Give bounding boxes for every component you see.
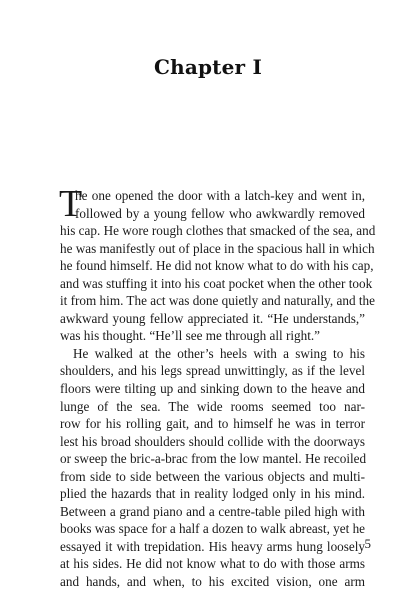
text-line: he one opened the door with a latch-key and went in,	[75, 188, 365, 203]
text-line: he was manifestly out of place in the spacious hall in which	[60, 240, 375, 256]
text-line: his cap. He wore rough clothes that smacked of the sea, and	[60, 223, 376, 239]
page-number: 5	[364, 536, 371, 551]
text-line: books was space for a half a dozen to walk abreast, yet he	[60, 521, 366, 537]
text-line: plied the hazards that in reality lodged only in his mind.	[60, 486, 365, 502]
text-line: he found himself. He did not know what to do with his cap,	[60, 258, 374, 274]
paragraph-2	[60, 345, 365, 591]
text-line: awkward young fellow appreciated it. “He understands,”	[60, 310, 365, 326]
drop-cap: T	[59, 183, 83, 225]
text-line: and was stuffing it into his coat pocket when the other took	[60, 275, 373, 291]
text-line: essayed it with trepidation. His heavy arms hung loosely	[60, 538, 365, 554]
chapter-title: Chapter I	[153, 55, 263, 79]
text-line: and hands, and when, to his excited vision, one arm	[60, 574, 365, 590]
text-line: followed by a young fellow who awkwardly removed	[75, 205, 365, 221]
chapter-body	[59, 183, 376, 591]
text-line: from side to side between the various objects and multi-	[60, 468, 365, 484]
text-line: Between a grand piano and a centre-table piled high with	[60, 503, 365, 519]
text-line: it from him. The act was done quietly and naturally, and the	[60, 293, 375, 309]
text-line: shoulders, and his legs spread unwittingly, as if the level	[60, 363, 365, 379]
text-line: or sweep the bric-a-brac from the low mantel. He recoiled	[60, 451, 367, 467]
paragraph-1	[59, 183, 376, 345]
text-line: He walked at the other’s heels with a swing to his	[73, 345, 365, 361]
text-line: was his thought. “He’ll see me through all right.”	[60, 328, 321, 344]
text-line: at his sides. He did not know what to do with those arms	[60, 556, 365, 572]
text-line: floors were tilting up and sinking down to the heave and	[60, 381, 365, 397]
text-line: lest his broad shoulders should collide with the doorways	[60, 433, 365, 449]
text-line: lunge of the sea. The wide rooms seemed too nar-	[60, 398, 365, 414]
text-line: row for his rolling gait, and to himself he was in terror	[60, 416, 365, 432]
